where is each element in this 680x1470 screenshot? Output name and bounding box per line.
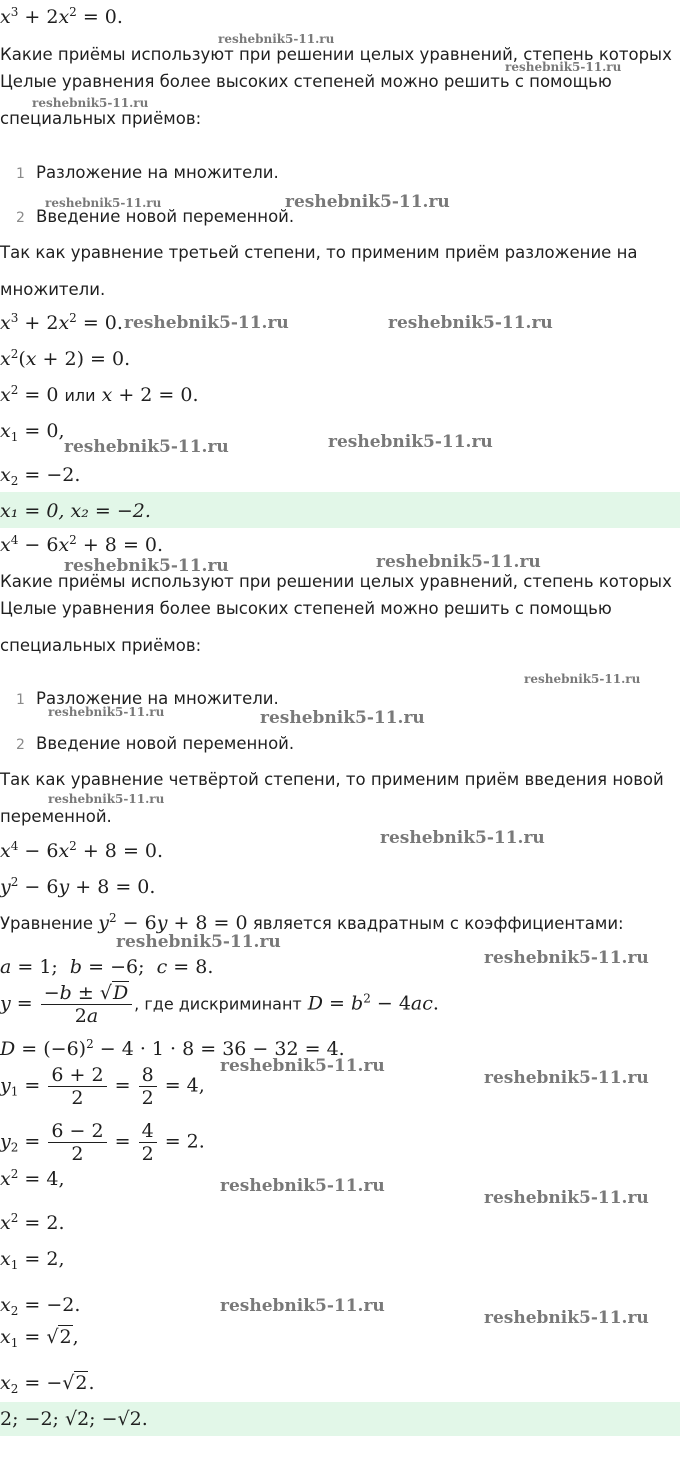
paragraph-2b: специальных приёмов: bbox=[0, 636, 202, 655]
watermark: reshebnik5-11.ru bbox=[45, 196, 162, 210]
disc-text: , где дискриминант bbox=[134, 994, 302, 1014]
step: Уравнение $y^2 - 6y + 8 = 0$ является квадратным с коэффициентами: bbox=[0, 911, 624, 934]
explanation-2b: переменной. bbox=[0, 807, 112, 826]
step: $x^2 = 4$, bbox=[0, 1167, 65, 1190]
list-item bbox=[0, 733, 294, 756]
step: $x^2 = 2$. bbox=[0, 1211, 65, 1234]
watermark: reshebnik5-11.ru bbox=[220, 1056, 385, 1076]
quad-prefix: Уравнение bbox=[0, 914, 93, 933]
list-item bbox=[0, 162, 279, 185]
watermark: reshebnik5-11.ru bbox=[64, 556, 229, 576]
watermark: reshebnik5-11.ru bbox=[116, 932, 281, 952]
watermark: reshebnik5-11.ru bbox=[376, 552, 541, 572]
step: $x_1 = 0$, bbox=[0, 420, 65, 444]
paragraph-1b: специальных приёмов: bbox=[0, 109, 202, 128]
or-word: или bbox=[64, 386, 96, 405]
explanation-1a: Так как уравнение третьей степени, то применим приём разложение на bbox=[0, 243, 638, 262]
watermark: reshebnik5-11.ru bbox=[524, 672, 641, 686]
list-number: 1 bbox=[16, 692, 25, 708]
watermark: reshebnik5-11.ru bbox=[484, 1068, 649, 1088]
watermark: reshebnik5-11.ru bbox=[218, 32, 335, 46]
step: a = 1; b = −6; c = 8. bbox=[0, 956, 214, 978]
step: $y^2 - 6y + 8 = 0$. bbox=[0, 875, 156, 898]
watermark: reshebnik5-11.ru bbox=[64, 437, 229, 457]
step: $x^2(x + 2) = 0$. bbox=[0, 347, 131, 370]
watermark: reshebnik5-11.ru bbox=[220, 1296, 385, 1316]
watermark: reshebnik5-11.ru bbox=[505, 60, 622, 74]
paragraph-2a: Целые уравнения более высоких степеней можно решить с помощью bbox=[0, 599, 612, 618]
watermark: reshebnik5-11.ru bbox=[124, 313, 289, 333]
step: $x_1 = 2$, bbox=[0, 1248, 65, 1272]
watermark: reshebnik5-11.ru bbox=[48, 705, 165, 719]
list-number: 1 bbox=[16, 166, 25, 182]
step: $D = (-6)^2 - 4 \cdot 1 \cdot 8 = 36 - 32 = 4$. bbox=[0, 1037, 345, 1060]
explanation-2a: Так как уравнение четвёртой степени, то применим приём введения новой bbox=[0, 770, 664, 789]
watermark: reshebnik5-11.ru bbox=[48, 792, 165, 806]
step: $y_2$ = $\frac{6 - 2}{2}$ = $\frac{4}{2}$ = 2. bbox=[0, 1120, 205, 1165]
question-1: Какие приёмы используют при решении целых уравнений, степень которых bbox=[0, 45, 672, 64]
step: $x^4 - 6x^2 + 8 = 0$. bbox=[0, 839, 164, 862]
answer-2: 2; −2; √2; −√2. bbox=[0, 1408, 148, 1430]
step: y = $\frac{-b \pm √D}{2a}$ , где дискриминант $D = b^2 - 4ac$. bbox=[0, 982, 439, 1027]
list-item-text: Разложение на множители. bbox=[36, 689, 279, 708]
step: $x^2 = 0$ или x + 2 = 0. bbox=[0, 383, 199, 406]
watermark: reshebnik5-11.ru bbox=[484, 1188, 649, 1208]
quad-suffix: является квадратным с коэффициентами: bbox=[252, 914, 624, 933]
list-item-text: Введение новой переменной. bbox=[36, 734, 295, 753]
step: $y_1$ = $\frac{6 + 2}{2}$ = $\frac{8}{2}$ = 4, bbox=[0, 1064, 205, 1109]
watermark: reshebnik5-11.ru bbox=[328, 432, 493, 452]
step: $x^3 + 2x^2 = 0$. bbox=[0, 311, 123, 334]
watermark: reshebnik5-11.ru bbox=[285, 192, 450, 212]
watermark: reshebnik5-11.ru bbox=[388, 313, 553, 333]
watermark: reshebnik5-11.ru bbox=[220, 1176, 385, 1196]
watermark: reshebnik5-11.ru bbox=[32, 96, 149, 110]
step: $x_2 = -√2$. bbox=[0, 1372, 95, 1396]
equation-1: $x^3 + 2x^2 = 0$. bbox=[0, 5, 123, 28]
watermark: reshebnik5-11.ru bbox=[484, 948, 649, 968]
list-number: 2 bbox=[16, 210, 25, 226]
watermark: reshebnik5-11.ru bbox=[260, 708, 425, 728]
question-2: Какие приёмы используют при решении целых уравнений, степень которых bbox=[0, 572, 672, 591]
equation-2: $x^4 - 6x^2 + 8 = 0$. bbox=[0, 533, 164, 556]
step: $x_2 = -2$. bbox=[0, 1294, 81, 1318]
watermark: reshebnik5-11.ru bbox=[380, 828, 545, 848]
step: $x_2 = -2$. bbox=[0, 464, 81, 488]
list-number: 2 bbox=[16, 737, 25, 753]
paragraph-1a: Целые уравнения более высоких степеней можно решить с помощью bbox=[0, 72, 612, 91]
explanation-1b: множители. bbox=[0, 280, 106, 299]
list-item-text: Введение новой переменной. bbox=[36, 207, 295, 226]
list-item-text: Разложение на множители. bbox=[36, 163, 279, 182]
answer-1: x₁ = 0, x₂ = −2. bbox=[0, 500, 151, 522]
watermark: reshebnik5-11.ru bbox=[484, 1308, 649, 1328]
step: $x_1 = √2$, bbox=[0, 1326, 79, 1350]
